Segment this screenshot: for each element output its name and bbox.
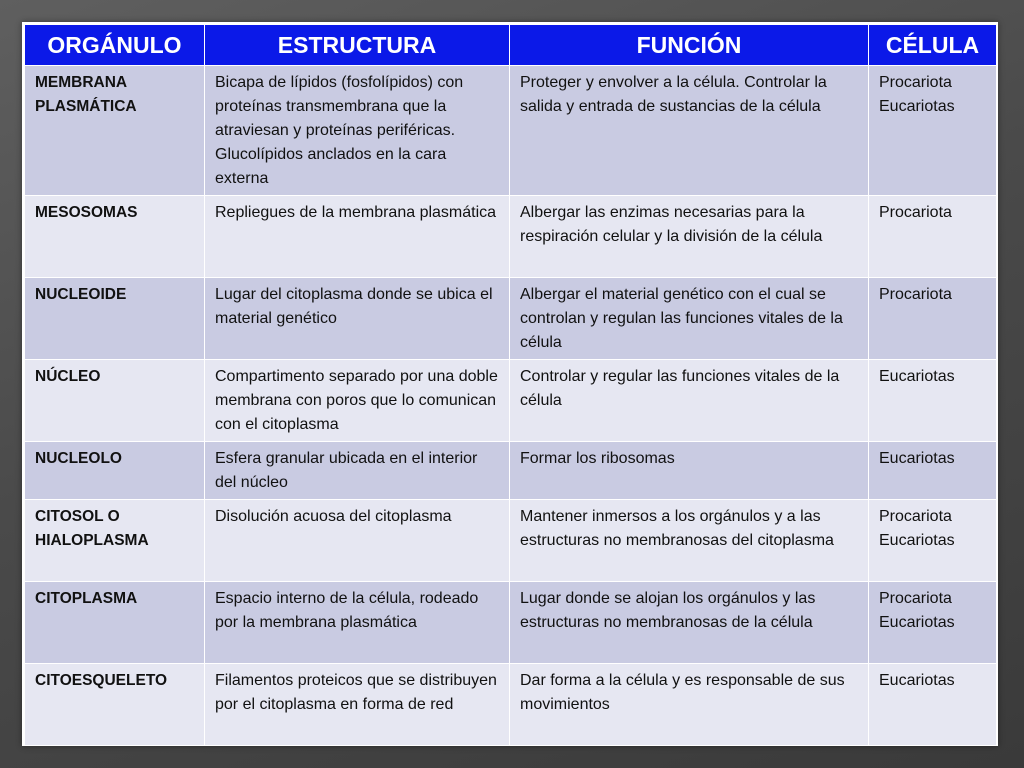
header-organelle: ORGÁNULO bbox=[25, 25, 205, 66]
function-cell: Formar los ribosomas bbox=[510, 442, 869, 500]
table-row bbox=[25, 66, 997, 196]
header-structure: ESTRUCTURA bbox=[205, 25, 510, 66]
organelle-name: NUCLEOLO bbox=[25, 442, 205, 500]
cell-type-cell: Procariota bbox=[869, 196, 997, 278]
structure-cell: Espacio interno de la célula, rodeado por la membrana plasmática bbox=[205, 582, 510, 664]
organelle-table bbox=[24, 24, 997, 746]
organelle-name: NUCLEOIDE bbox=[25, 278, 205, 360]
organelle-name: CITOSOL O HIALOPLASMA bbox=[25, 500, 205, 582]
table-row bbox=[25, 500, 997, 582]
cell-type-cell: Procariota Eucariotas bbox=[869, 500, 997, 582]
function-cell: Lugar donde se alojan los orgánulos y las estructuras no membranosas de la célula bbox=[510, 582, 869, 664]
function-cell: Dar forma a la célula y es responsable de sus movimientos bbox=[510, 664, 869, 746]
table-row bbox=[25, 664, 997, 746]
table-row bbox=[25, 278, 997, 360]
slide-frame bbox=[22, 22, 998, 746]
table-row bbox=[25, 582, 997, 664]
structure-cell: Repliegues de la membrana plasmática bbox=[205, 196, 510, 278]
structure-cell: Compartimento separado por una doble membrana con poros que lo comunican con el citoplasma bbox=[205, 360, 510, 442]
structure-cell: Filamentos proteicos que se distribuyen por el citoplasma en forma de red bbox=[205, 664, 510, 746]
organelle-name: CITOESQUELETO bbox=[25, 664, 205, 746]
cell-type-cell: Eucariotas bbox=[869, 664, 997, 746]
cell-type-cell: Procariota bbox=[869, 278, 997, 360]
function-cell: Mantener inmersos a los orgánulos y a las estructuras no membranosas del citoplasma bbox=[510, 500, 869, 582]
organelle-name: MEMBRANA PLASMÁTICA bbox=[25, 66, 205, 196]
structure-cell: Esfera granular ubicada en el interior del núcleo bbox=[205, 442, 510, 500]
header-function: FUNCIÓN bbox=[510, 25, 869, 66]
structure-cell: Disolución acuosa del citoplasma bbox=[205, 500, 510, 582]
function-cell: Albergar el material genético con el cual se controlan y regulan las funciones vitales de la célula bbox=[510, 278, 869, 360]
table-row bbox=[25, 442, 997, 500]
organelle-name: CITOPLASMA bbox=[25, 582, 205, 664]
organelle-name: NÚCLEO bbox=[25, 360, 205, 442]
function-cell: Proteger y envolver a la célula. Controlar la salida y entrada de sustancias de la célula bbox=[510, 66, 869, 196]
structure-cell: Bicapa de lípidos (fosfolípidos) con proteínas transmembrana que la atraviesan y proteínas periféricas. Glucolípidos anclados en la cara externa bbox=[205, 66, 510, 196]
function-cell: Controlar y regular las funciones vitales de la célula bbox=[510, 360, 869, 442]
header-cell: CÉLULA bbox=[869, 25, 997, 66]
cell-type-cell: Eucariotas bbox=[869, 442, 997, 500]
structure-cell: Lugar del citoplasma donde se ubica el material genético bbox=[205, 278, 510, 360]
cell-type-cell: Procariota Eucariotas bbox=[869, 582, 997, 664]
cell-type-cell: Eucariotas bbox=[869, 360, 997, 442]
organelle-name: MESOSOMAS bbox=[25, 196, 205, 278]
function-cell: Albergar las enzimas necesarias para la respiración celular y la división de la célula bbox=[510, 196, 869, 278]
table-row bbox=[25, 360, 997, 442]
cell-type-cell: Procariota Eucariotas bbox=[869, 66, 997, 196]
table-row bbox=[25, 196, 997, 278]
table-header-row bbox=[25, 25, 997, 66]
